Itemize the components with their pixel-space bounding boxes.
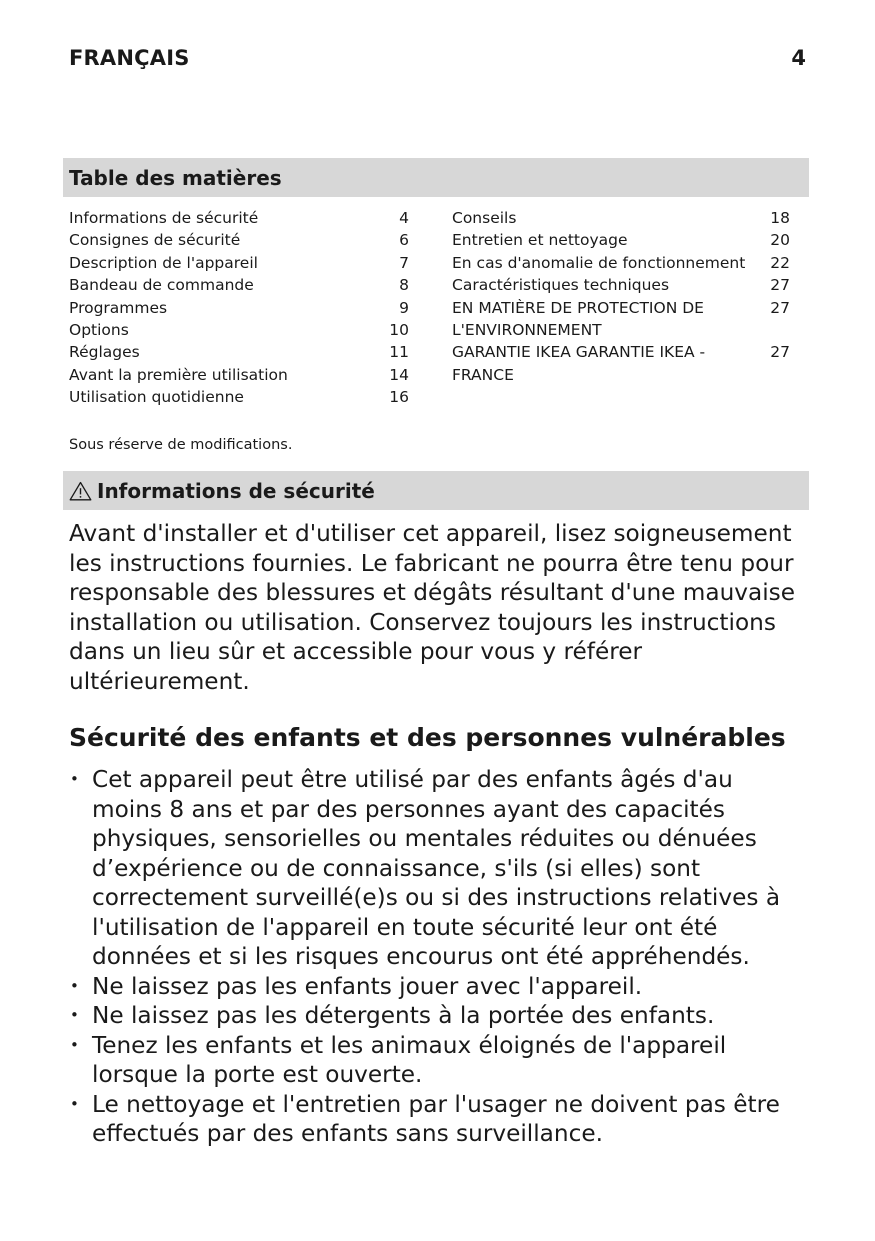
toc-header-bar [63,158,809,197]
toc-entry-page: 16 [389,388,409,407]
toc-right-column [452,207,790,386]
page-number: 4 [791,46,806,70]
toc-entry-page: 9 [399,298,409,317]
toc-entry-label: Consignes de sécurité [69,231,241,250]
toc-entry[interactable] [452,207,790,229]
toc-entry[interactable] [69,274,409,296]
modification-note: Sous réserve de modifications. [69,437,293,453]
toc-entry-page: 10 [389,321,409,340]
toc-entry-label: Conseils [452,209,517,227]
toc-entry-label: Informations de sécurité [69,209,259,227]
toc-entry[interactable] [452,274,790,296]
safety-intro-paragraph: Avant d'installer et d'utiliser cet appareil, lisez soigneusement les instructions fournies. Le fabricant ne pourra être tenu pour responsable des blessures et dégâts résultant d'une mauvaise installation ou utilisation. Conservez toujours les instructions dans un lieu sûr et accessible pour vous y référer ultérieurement. [69,520,796,695]
list-item: • Tenez les enfants et les animaux éloignés de l'appareil lorsque la porte est ouverte. [69,1031,799,1090]
toc-entry-label: Options [69,321,129,340]
language-label: FRANÇAIS [69,46,190,70]
toc-entry-label: Description de l'appareil [69,253,258,272]
toc-entry[interactable] [452,341,790,386]
children-safety-list [69,765,799,1149]
toc-title: Table des matières [69,166,282,190]
toc-entry-page: 14 [389,365,409,384]
toc-entry[interactable] [69,386,409,408]
toc-entry[interactable] [452,297,790,342]
children-safety-heading: Sécurité des enfants et des personnes vulnérables [69,723,786,752]
toc-entry[interactable] [69,341,409,363]
list-item: • Cet appareil peut être utilisé par des enfants âgés d'au moins 8 ans et par des personnes ayant des capacités physiques, sensorielles ou mentales réduites ou dénuées d’expérience ou de connaissance, s'ils (si elles) sont correctement surveillé(e)s ou si des instructions relatives à l'utilisation de l'appareil en toute sécurité leur ont été données et si les risques encourus ont été appréhendés. [69,765,799,972]
toc-entry-label: Bandeau de commande [69,276,254,295]
list-item: • Ne laissez pas les enfants jouer avec l'appareil. [69,972,799,1002]
toc-entry-page: 6 [399,231,409,250]
toc-entry-label: EN MATIÈRE DE PROTECTION DE L'ENVIRONNEMENT [452,298,704,340]
toc-entry[interactable] [69,207,409,229]
toc-entry-label: Utilisation quotidienne [69,388,244,407]
toc-entry-page: 20 [770,231,790,250]
safety-title-wrap [69,479,375,506]
toc-entry-page: 22 [770,253,790,272]
toc-entry-label: Programmes [69,298,168,317]
toc-entry-page: 18 [770,209,790,227]
toc-entry-page: 27 [770,343,790,362]
toc-entry[interactable] [69,297,409,319]
toc-entry-label: Caractéristiques techniques [452,276,670,295]
warning-triangle-icon [69,481,92,506]
toc-entry[interactable] [69,364,409,386]
toc-entry-page: 11 [389,343,409,362]
safety-header-bar [63,471,809,510]
toc-entry-label: Entretien et nettoyage [452,231,628,250]
toc-entry-label: Avant la première utilisation [69,365,288,384]
toc-entry-page: 27 [770,276,790,295]
list-item: • Ne laissez pas les détergents à la portée des enfants. [69,1001,799,1031]
toc-entry-label: En cas d'anomalie de fonctionnement [452,253,746,272]
toc-entry[interactable] [452,252,790,274]
toc-entry-page: 8 [399,276,409,295]
page-header [69,46,806,76]
toc-entry[interactable] [69,319,409,341]
toc-entry-page: 4 [399,209,409,227]
toc-entry-label: Réglages [69,343,140,362]
toc-entry[interactable] [69,252,409,274]
safety-title: Informations de sécurité [97,479,375,503]
toc-entry-label: GARANTIE IKEA GARANTIE IKEA - FRANCE [452,343,706,384]
toc-entry[interactable] [69,229,409,251]
toc-entry[interactable] [452,229,790,251]
toc-left-column [69,207,409,409]
toc-entry-page: 7 [399,253,409,272]
toc-entry-page: 27 [770,298,790,317]
list-item: • Le nettoyage et l'entretien par l'usager ne doivent pas être effectués par des enfants sans surveillance. [69,1090,799,1149]
